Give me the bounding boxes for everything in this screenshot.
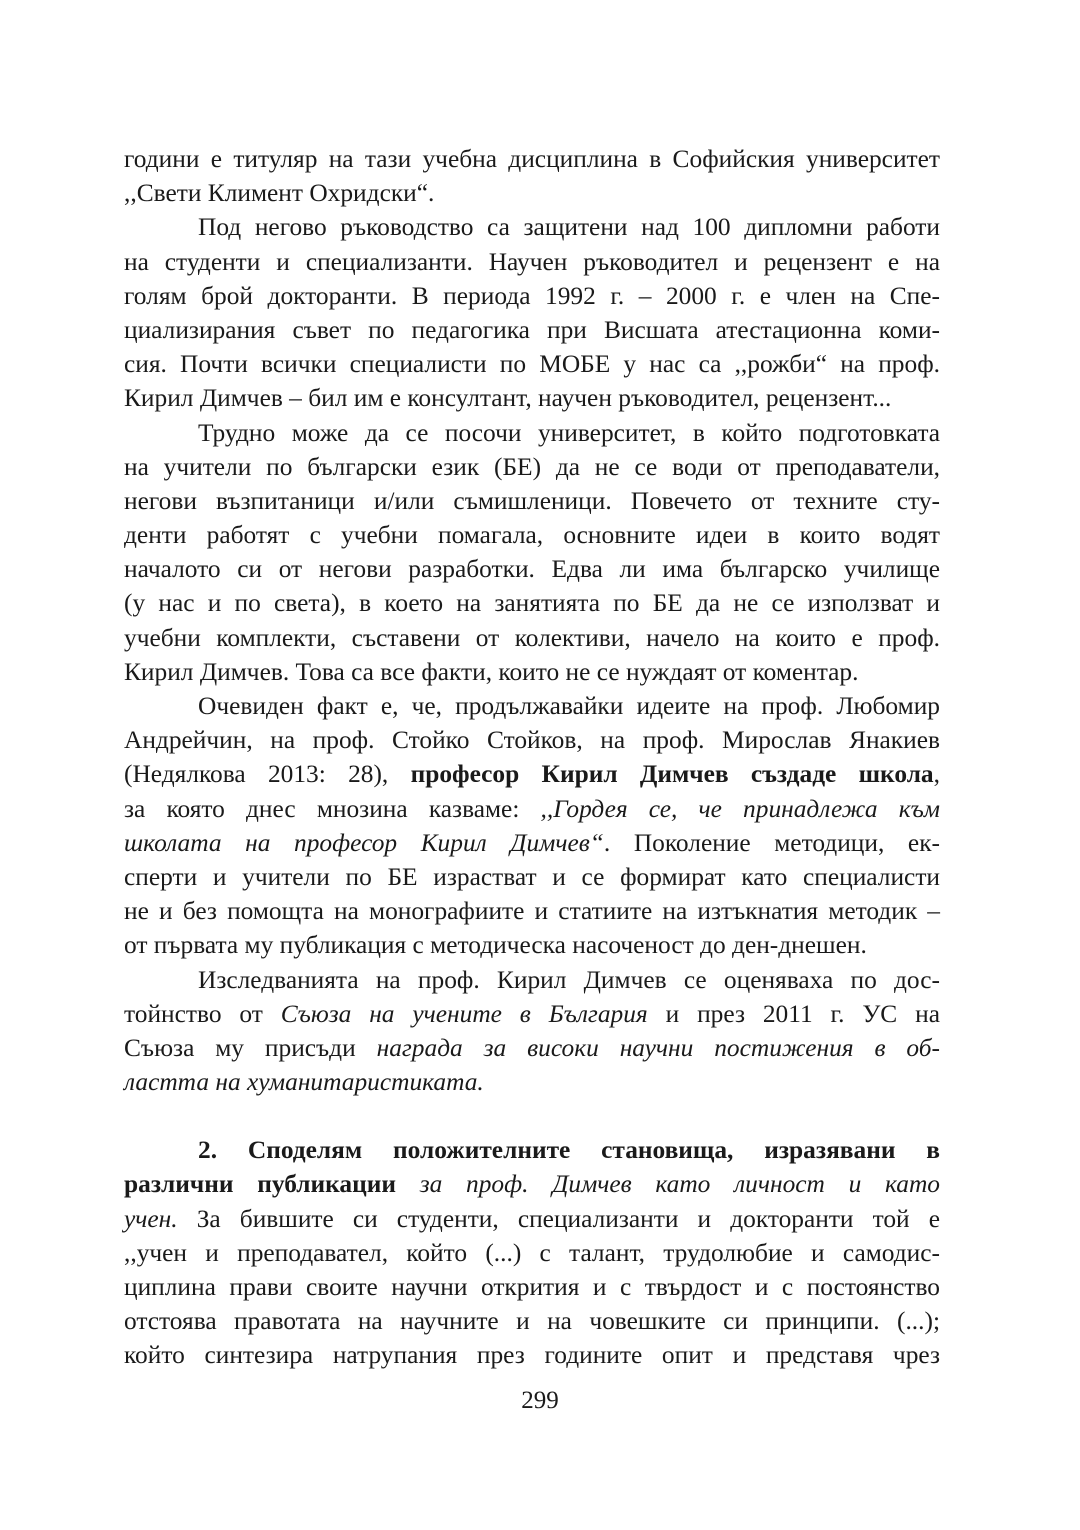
text-segment: ,,Свети Климент Охридски“. (124, 179, 435, 208)
text-line (124, 655, 940, 689)
text-line (124, 826, 940, 860)
text-segment: ластта на хуманитаристиката. (124, 1068, 484, 1097)
text-segment: отстоява правотата на научните и на човешките си принципи. (...); (124, 1307, 940, 1336)
text-segment: негови възпитаници и/или съмишленици. Повечето от техните сту- (124, 486, 940, 515)
text-segment: от първата му публикация с методическа насоченост до ден-днешен. (124, 931, 867, 960)
text-segment: тойнство от (124, 999, 281, 1028)
text-line (124, 1202, 940, 1236)
text-line (124, 450, 940, 484)
text-segment: на учители по български език (БЕ) да не се води от преподаватели, (124, 452, 940, 481)
text-segment: школата на професор Кирил Димчев“ (124, 828, 604, 857)
text-line (124, 210, 940, 244)
text-segment: Андрейчин, на проф. Стойко Стойков, на проф. Мирослав Янакиев (124, 726, 940, 755)
text-line (124, 245, 940, 279)
text-line (124, 1065, 940, 1099)
text-line (124, 176, 940, 210)
text-line (124, 894, 940, 928)
text-line (124, 313, 940, 347)
text-segment: и през 2011 г. УС на (647, 999, 940, 1028)
text-segment: професор Кирил Димчев създаде школа (410, 760, 934, 789)
text-segment (396, 1170, 420, 1198)
text-line (124, 484, 940, 518)
page-number: 299 (521, 1387, 559, 1414)
text-line (124, 928, 940, 962)
text-line (124, 1167, 940, 1201)
text-segment: учен. (124, 1204, 178, 1233)
text-line (124, 860, 940, 894)
text-segment: учебни комплекти, съставени от колективи, начело на които е проф. (124, 623, 940, 652)
text-line (124, 1031, 940, 1065)
text-segment: ,,учен и преподавател, който (...) с талант, трудолюбие и самодис- (124, 1238, 940, 1267)
text-line (124, 621, 940, 655)
text-segment: Кирил Димчев. Това са все факти, които не се нуждаят от коментар. (124, 657, 859, 686)
text-segment: циплина прави своите научни открития и с твърдост и с постоянство (124, 1273, 940, 1301)
text-segment: Съюза му присъди (124, 1033, 377, 1062)
text-segment: Трудно може да се посочи университет, в който подготовката (198, 418, 940, 447)
text-line (124, 792, 940, 826)
text-segment: сия. Почти всички специалисти по МОБЕ у нас са ,,рожби“ на проф. (124, 350, 940, 379)
text-segment: награда за високи научни постижения в об- (376, 1033, 940, 1062)
text-line (124, 279, 940, 313)
text-segment: . Поколение методици, ек- (603, 828, 940, 857)
text-line (124, 723, 940, 757)
text-line (124, 1236, 940, 1270)
text-segment: ,,Гордея се, че принадлежа към (540, 794, 941, 823)
text-segment: сперти и учители по БЕ израстват и се формират като специалисти (124, 862, 940, 891)
text-segment: години е титуляр на тази учебна дисциплина в Софийския университет (124, 145, 940, 173)
text-segment: на студенти и специализанти. Научен ръководител и рецензент е на (124, 247, 940, 276)
text-segment: денти работят с учебни помагала, основните идеи в които водят (124, 521, 940, 550)
text-segment: голям брой докторанти. В периода 1992 г. – 2000 г. е член на Спе- (124, 281, 940, 310)
text-segment: началото си от негови разработки. Едва ли има българско училище (124, 555, 940, 584)
text-line (124, 586, 940, 620)
text-segment: Съюза на учените в България (280, 999, 648, 1028)
text-segment: , (933, 760, 940, 789)
text-line (124, 518, 940, 552)
text-segment: който синтезира натрупания през годините опит и представя чрез (124, 1341, 940, 1370)
page-body (124, 142, 940, 1373)
text-line (124, 142, 940, 176)
text-line (124, 552, 940, 586)
text-line (124, 963, 940, 997)
text-segment: Изследванията на проф. Кирил Димчев се оценяваха по дос- (198, 965, 940, 994)
text-line (124, 997, 940, 1031)
text-segment: за която днес мнозина казваме: (124, 794, 541, 823)
text-line (124, 347, 940, 381)
text-line (124, 1133, 940, 1167)
text-segment: (у нас и по света), в което на занятията по БЕ да не се използват и (124, 589, 940, 618)
text-segment: (Недялкова 2013: 28), (124, 760, 411, 789)
text-line (124, 1338, 940, 1372)
text-segment: 2. Споделям положителните становища, изразявани в (198, 1136, 940, 1165)
text-segment: Кирил Димчев – бил им е консултант, научен ръководител, рецензент... (124, 384, 892, 413)
text-line (124, 381, 940, 415)
text-line (124, 416, 940, 450)
text-line (124, 757, 940, 791)
blank-line (124, 1099, 940, 1133)
text-segment: За бившите си студенти, специализанти и докторанти той е (177, 1204, 940, 1233)
text-line (124, 1304, 940, 1338)
text-segment: Очевиден факт е, че, продължавайки идеите на проф. Любомир (198, 692, 940, 720)
text-line (124, 1270, 940, 1304)
text-segment: Под негово ръководство са защитени над 100 дипломни работи (198, 213, 940, 242)
text-segment: за проф. Димчев като личност и като (419, 1170, 940, 1199)
text-segment: не и без помощта на монографиите и статиите на изтъкнатия методик – (124, 897, 940, 926)
text-line (124, 689, 940, 723)
text-segment: различни публикации (124, 1170, 396, 1199)
text-segment: циализирания съвет по педагогика при Висшата атестационна коми- (124, 315, 940, 344)
